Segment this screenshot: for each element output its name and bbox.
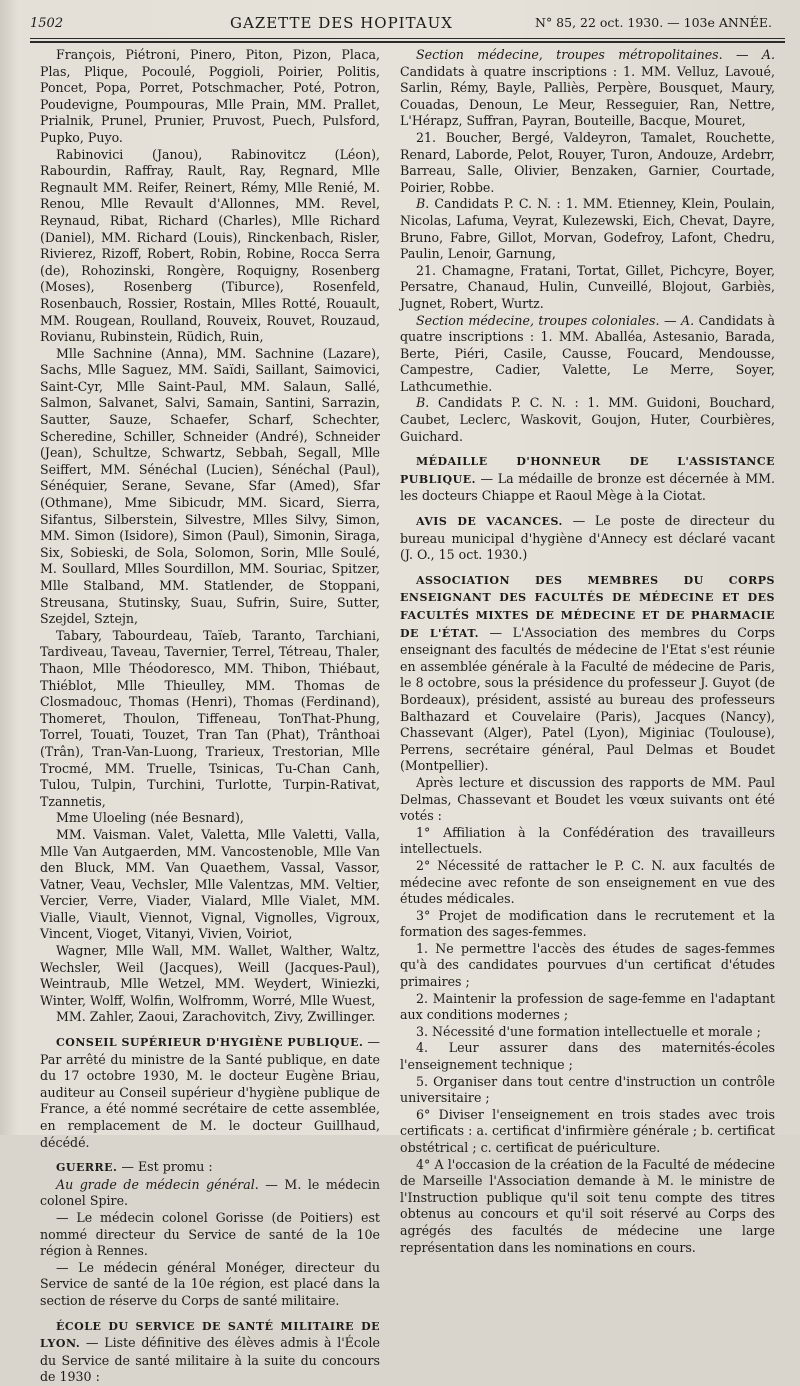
voeu-1: 1° Affiliation à la Confédération des travailleurs intellectuels. <box>400 824 775 857</box>
right-column <box>400 47 775 1256</box>
voeu-3-item-2: 2. Maintenir la profession de sage-femme en l'adaptant aux conditions modernes ; <box>400 990 775 1023</box>
guerre-paragraph-3: — Le médecin général Monéger, directeur du Service de santé de la 10e région, est placé dans la section de réserve du Corps de santé militaire. <box>40 1259 380 1308</box>
section-metropolitaines-b <box>400 196 775 262</box>
notice-conseil-heading: CONSEIL SUPÉRIEUR D'HYGIÈNE PUBLIQUE. <box>56 1036 364 1050</box>
association-paragraph-2: Après lecture et discussion des rapports de MM. Paul Delmas, Chassevant et Boudet les vœux suivants ont été votés : <box>400 774 775 824</box>
section-coloniales-heading: Section médecine, troupes coloniales. — A. <box>416 312 695 328</box>
guerre-grade-text: — M. le médecin colonel Spire. <box>40 1176 381 1209</box>
notice-avis-text: — Le poste de directeur du bureau municipal d'hygiène d'Annecy est déclaré vacant (J. O., 15 oct. 1930.) <box>400 513 775 563</box>
paragraph-names-s: Mlle Sachnine (Anna), MM. Sachnine (Lazare), Sachs, Mlle Saguez, MM. Saïdi, Saillant, Saimovici, Saint-Cyr, Mlle Saint-Paul, MM. Salaun, Sallé, Salmon, Salvanet, Salvi, Samain, Santini, Sarrazin, Sautter, Sauze, Schaefer, Scharf, Schechter, Scheredine, Schiller, Schneider (André), Schneider (Jean), Schultze, Schwartz, Sebbah, Segall, Mlle Seiffert, MM. Sénéchal (Lucien), Sénéchal (Paul), Sénéquier, Serane, Sevane, Sfar (Amed), Sfar (Othmane), Mme Sibicudr, MM. Sicard, Sierra, Sifantus, Silberstein, Silvestre, Mlles Silvy, Simon, MM. Simon (Isidore), Simon (Paul), Simonin, Siraga, Six, Sobieski, de Sola, Solomon, Sorin, Mlle Soulé, M. Soullard, Mlles Sourdillon, MM. Souriac, Spitzer, Mlle Stalband, MM. Statlender, de Stoppani, Streusana, Stutinsky, Suau, Sufrin, Suire, Sutter, Szejdel, Sztejn, <box>40 345 380 627</box>
paragraph-names-r: Rabinovici (Janou), Rabinovitcz (Léon), Rabourdin, Raffray, Rault, Ray, Regnard, Mlle Regnault MM. Reifer, Reinert, Rémy, Mlle Renié, M. Renou, Mlle Revault d'Allonnes, MM. Revel, Reynaud, Ribat, Richard (Charles), Mlle Richard (Daniel), MM. Richard (Louis), Rinckenbach, Risler, Rivierez, Rizoff, Robert, Robin, Robine, Rocca Serra (de), Rohozinski, Rongère, Roquigny, Rosenberg (Moses), Rosenberg (Tiburce), Rosenfeld, Rosenbauch, Rossier, Rostain, Mlles Rotté, Rouault, MM. Rougean, Roulland, Rouveix, Rouvet, Rouzaud, Rovianu, Rubinstein, Rüdich, Ruin, <box>40 146 380 345</box>
paragraph-names-w: Wagner, Mlle Wall, MM. Wallet, Walther, Waltz, Wechsler, Weil (Jacques), Weill (Jacques-Paul), Weintraub, Mlle Wetzel, MM. Weydert, Winiezki, Winter, Wolff, Wolfin, Wolfromm, Worré, Mlle Wuest, <box>40 943 380 1008</box>
voeu-3-item-3: 3. Nécessité d'une formation intellectuelle et morale ; <box>416 1023 761 1039</box>
notice-conseil-text: — Par arrêté du ministre de la Santé publique, en date du 17 octobre 1930, M. le docteur Eugène Briau, auditeur au Conseil supérieur d'hygiène publique de France, a été nommé secrétaire de cette assemblée, en remplacement de M. le docteur Guillhaud, décédé. <box>40 1034 380 1150</box>
section-coloniales-a <box>400 313 775 396</box>
section-coloniales-b-text: Candidats P. C. N. : 1. MM. Guidoni, Bouchard, Caubet, Leclerc, Waskovit, Goujon, Huter, Courbières, Guichard. <box>400 395 775 444</box>
voeu-4: 4° A l'occasion de la création de la Faculté de médecine de Marseille l'Association demande à M. le ministre de l'Instruction publique qu'il soit tenu compte des titres obtenus au concours et qu'il soit réservé au Corps des agrégés des facultés de médecine une large représentation dans les nominations en cours. <box>400 1156 775 1255</box>
voeu-2: 2° Nécessité de rattacher le P. C. N. aux facultés de médecine avec refonte de son enseignement en vue des études médicales. <box>400 857 775 907</box>
notice-ecole-text: — Liste définitive des élèves admis à l'École du Service de santé militaire à la suite du concours de 1930 : <box>40 1335 380 1385</box>
voeu-3-item-1: 1. Ne permettre l'accès des études de sages-femmes qu'à des candidates pourvues d'un certificat d'études primaires ; <box>400 940 775 990</box>
guerre-paragraph-2: — Le médecin colonel Gorisse (de Poitiers) est nommé directeur du Service de santé de la 10e région à Rennes. <box>40 1209 380 1259</box>
section-metropolitaines-a-text: Candidats à quatre inscriptions : 1. MM. Velluz, Lavoué, Sarlin, Rémy, Bayle, Palliès, Perpère, Bousquet, Maury, Couadas, Denoun, Le Meur, Resseguier, Ran, Nettre, L'Hérapz, Suffran, Payran, Bouteille, Bacque, Mouret, <box>400 63 775 129</box>
notice-association-heading: ASSOCIATION DES MEMBRES DU CORPS ENSEIGNANT DES FACULTÉS DE MÉDECINE ET DES FACULTÉS MIXTES DE MÉDECINE ET DE PHARMACIE DE L'ÉTAT. <box>400 573 775 640</box>
paragraph-names-z: MM. Zahler, Zaoui, Zarachovitch, Zivy, Zwillinger. <box>56 1009 376 1025</box>
paragraph-names-u: Mme Uloeling (née Besnard), <box>56 810 244 826</box>
guerre-promotion <box>40 1177 380 1210</box>
voeu-3-item-5: 5. Organiser dans tout centre d'instruction un contrôle universitaire ; <box>400 1073 775 1106</box>
issue-info: N° 85, 22 oct. 1930. — 103e ANNÉE. <box>535 15 772 30</box>
left-column <box>40 47 380 1386</box>
section-metropolitaines-b-text: Candidats P. C. N. : 1. MM. Etienney, Klein, Poulain, Nicolas, Lafuma, Veyrat, Kulezewski, Eich, Chevat, Dayre, Bruno, Fabre, Gillot, Morvan, Godefroy, Lafont, Chedru, Paulin, Lenoir, Garnung, <box>400 196 775 262</box>
section-coloniales-a-text: Candidats à quatre inscriptions : 1. MM. Aballéa, Astesanio, Barada, Berte, Piéri, Casile, Causse, Foucard, Mendousse, Campestre, Cadier, Valette, Le Merre, Soyer, Lathcumethie. <box>400 312 775 394</box>
page-number: 1502 <box>30 16 64 31</box>
header-rule-top <box>30 38 785 39</box>
notice-guerre-text: — Est promu : <box>117 1159 213 1175</box>
notice-medaille-heading: MÉDAILLE D'HONNEUR DE L'ASSISTANCE PUBLIQUE. <box>400 455 775 486</box>
paragraph-names-v: MM. Vaisman. Valet, Valetta, Mlle Valetti, Valla, Mlle Van Autgaerden, MM. Vancostenoble, Mlle Van den Bluck, MM. Van Quaethem, Vassal, Vassor, Vatner, Veau, Vechsler, Mlle Valentzas, MM. Veltier, Vercier, Verre, Viader, Vialard, Mlle Vialet, MM. Vialle, Viault, Viennot, Vignal, Vignolles, Vigroux, Vincent, Vioget, Vitanyi, Vivien, Voiriot, <box>40 826 380 942</box>
notice-medaille-text: — La médaille de bronze est décernée à MM. les docteurs Chiappe et Raoul Mège à la Ciotat. <box>400 470 775 504</box>
notice-medaille <box>400 453 775 505</box>
section-metropolitaines-b-21: 21. Chamagne, Fratani, Tortat, Gillet, Pichcyre, Boyer, Persatre, Chanaud, Hulin, Cunveillé, Blojout, Garbiès, Jugnet, Robert, Wurtz. <box>400 262 775 311</box>
notice-association <box>400 572 775 775</box>
guerre-grade: Au grade de médecin général. <box>56 1176 259 1192</box>
header-rule-bottom <box>30 41 785 43</box>
notice-ecole-heading: ÉCOLE DU SERVICE DE SANTÉ MILITAIRE DE LYON. <box>40 1319 380 1351</box>
notice-conseil <box>40 1034 380 1151</box>
notice-guerre <box>40 1159 380 1177</box>
section-metropolitaines-b-label: B. <box>416 196 430 212</box>
notice-avis-heading: AVIS DE VACANCES. <box>416 515 563 529</box>
notice-ecole <box>40 1318 380 1386</box>
voeu-3-item-4: 4. Leur assurer dans des maternités-écoles l'enseignement technique ; <box>400 1040 775 1073</box>
section-coloniales-b-label: B. <box>416 395 430 411</box>
paragraph-names-t: Tabary, Tabourdeau, Taïeb, Taranto, Tarchiani, Tardiveau, Taveau, Tavernier, Terrel, Tétreau, Thaler, Thaon, Mlle Théodoresco, MM. Thibon, Thiébaut, Thiéblot, Mlle Thieulley, MM. Thomas de Closmadouc, Thomas (Henri), Thomas (Ferdinand), Thomeret, Thoulon, Tiffeneau, TonThat-Phung, Torrel, Touati, Touzet, Tran Tan (Phat), Trânthoai (Trân), Tran-Van-Luong, Trarieux, Trestorian, Mlle Trocmé, MM. Truelle, Tsinicas, Tu-Chan Canh, Tulou, Tulpin, Turchini, Turlotte, Turpin-Rativat, Tzannetis, <box>40 627 380 809</box>
notice-association-text: — L'Association des membres du Corps enseignant des facultés de médecine de l'Etat s'est réunie en assemblée générale à la Faculté de médecine de Paris, le 8 octobre, sous la présidence du professeur J. Guyot (de Bordeaux), président, assisté au bureau des professeurs Balthazard et Couvelaire (Paris), Jacques (Nancy), Chassevant (Alger), Patel (Lyon), Miginiac (Toulouse), Perrens, secrétaire général, Paul Delmas et Boudet (Montpellier). <box>400 624 775 774</box>
journal-title: GAZETTE DES HOPITAUX <box>230 14 453 32</box>
voeu-3: 3° Projet de modification dans le recrutement et la formation des sages-femmes. <box>400 907 775 940</box>
section-metropolitaines-heading: Section médecine, troupes métropolitaines. — A. <box>416 47 775 62</box>
section-metropolitaines-a-21: 21. Boucher, Bergé, Valdeyron, Tamalet, Rouchette, Renard, Laborde, Pelot, Rouyer, Turon, Andouze, Ardebrr, Barreau, Salle, Olivier, Benzaken, Garnier, Courtade, Poirier, Robbe. <box>400 129 775 195</box>
voeu-6: 6° Diviser l'enseignement en trois stades avec trois certificats : a. certificat d'infirmière générale ; b. certificat obstétrical ; c. certificat de puériculture. <box>400 1106 775 1155</box>
notice-guerre-heading: GUERRE. <box>56 1161 118 1175</box>
notice-avis <box>400 513 775 564</box>
section-coloniales-b <box>400 395 775 445</box>
paragraph-names-p: François, Piétroni, Pinero, Piton, Pizon, Placa, Plas, Plique, Pocoulé, Poggioli, Poirier, Politis, Poncet, Popa, Porret, Potschmacher, Poté, Potron, Poudevigne, Poumpouras, Mlle Prain, MM. Prallet, Prialnik, Prunel, Prunier, Pruvost, Puech, Pulsford, Pupko, Puyo. <box>40 47 380 145</box>
section-metropolitaines-a <box>400 47 775 130</box>
